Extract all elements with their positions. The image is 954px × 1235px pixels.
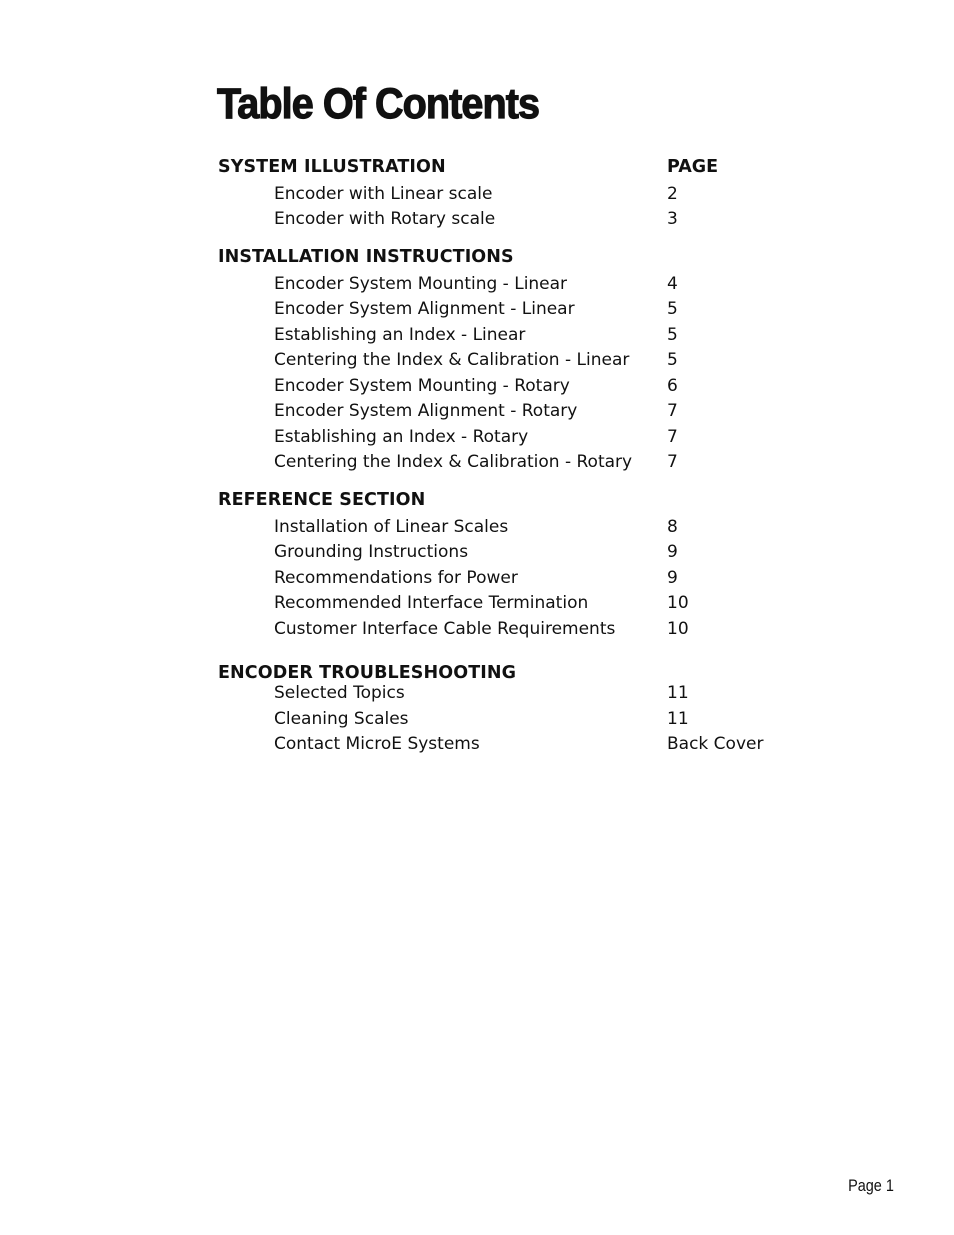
toc-entry (0, 322, 954, 348)
toc-entry (0, 590, 954, 616)
toc-entry-page: Back Cover (667, 734, 764, 754)
page-column-header: PAGE (667, 157, 719, 177)
section-heading-label: ENCODER TROUBLESHOOTING (218, 663, 517, 683)
toc-entry-label: Selected Topics (274, 683, 405, 703)
toc-entry (0, 706, 954, 732)
toc-entry (0, 181, 954, 207)
toc-entry-label: Encoder System Mounting - Rotary (274, 376, 570, 396)
toc-entry (0, 680, 954, 706)
toc-entry (0, 539, 954, 565)
toc-entry-label: Recommendations for Power (274, 568, 518, 588)
toc-entry-label: Centering the Index & Calibration - Rotary (274, 452, 633, 472)
toc-entry-page: 5 (667, 325, 678, 345)
toc-entry (0, 206, 954, 232)
toc-entry (0, 565, 954, 591)
toc-entry-page: 10 (667, 619, 689, 639)
toc-entry-page: 9 (667, 542, 678, 562)
section-heading-installation-instructions (0, 244, 954, 270)
toc-entry-label: Establishing an Index - Linear (274, 325, 526, 345)
toc-entry (0, 296, 954, 322)
section-heading-label: SYSTEM ILLUSTRATION (218, 157, 446, 177)
toc-entry (0, 424, 954, 450)
toc-entry-label: Encoder System Mounting - Linear (274, 274, 568, 294)
toc-entry-label: Customer Interface Cable Requirements (274, 619, 616, 639)
page-title: Table Of Contents (217, 80, 540, 128)
toc-entry-page: 6 (667, 376, 678, 396)
section-heading-reference-section (0, 487, 954, 513)
toc-entry-page: 4 (667, 274, 678, 294)
page-number: Page 1 (848, 1176, 894, 1195)
toc-entry-page: 3 (667, 209, 678, 229)
toc-entry-page: 10 (667, 593, 689, 613)
toc-entry-label: Encoder System Alignment - Linear (274, 299, 575, 319)
toc-entry-page: 7 (667, 401, 678, 421)
section-heading-label: INSTALLATION INSTRUCTIONS (218, 247, 514, 267)
toc-entry-page: 7 (667, 427, 678, 447)
section-heading-label: REFERENCE SECTION (218, 490, 426, 510)
toc-entry-label: Centering the Index & Calibration - Linear (274, 350, 630, 370)
toc-entry-page: 5 (667, 350, 678, 370)
toc-entry-label: Cleaning Scales (274, 709, 409, 729)
toc-entry (0, 616, 954, 642)
toc-entry-label: Recommended Interface Termination (274, 593, 589, 613)
toc-entry-label: Encoder with Linear scale (274, 184, 493, 204)
toc-entry (0, 347, 954, 373)
toc-entry (0, 398, 954, 424)
toc-entry (0, 731, 954, 757)
toc-entry (0, 449, 954, 475)
toc-entry-page: 11 (667, 709, 689, 729)
toc-entry-label: Establishing an Index - Rotary (274, 427, 529, 447)
toc-entry-label: Grounding Instructions (274, 542, 469, 562)
toc-entry-label: Installation of Linear Scales (274, 517, 509, 537)
section-heading-system-illustration (0, 154, 954, 180)
toc-entry-label: Encoder System Alignment - Rotary (274, 401, 578, 421)
toc-entry-page: 2 (667, 184, 678, 204)
toc-entry-label: Contact MicroE Systems (274, 734, 480, 754)
toc-entry-page: 5 (667, 299, 678, 319)
toc-entry-page: 8 (667, 517, 678, 537)
toc-entry-page: 9 (667, 568, 678, 588)
toc-entry-page: 11 (667, 683, 689, 703)
toc-entry-page: 7 (667, 452, 678, 472)
toc-entry (0, 271, 954, 297)
toc-entry-label: Encoder with Rotary scale (274, 209, 496, 229)
toc-entry (0, 373, 954, 399)
toc-entry (0, 514, 954, 540)
